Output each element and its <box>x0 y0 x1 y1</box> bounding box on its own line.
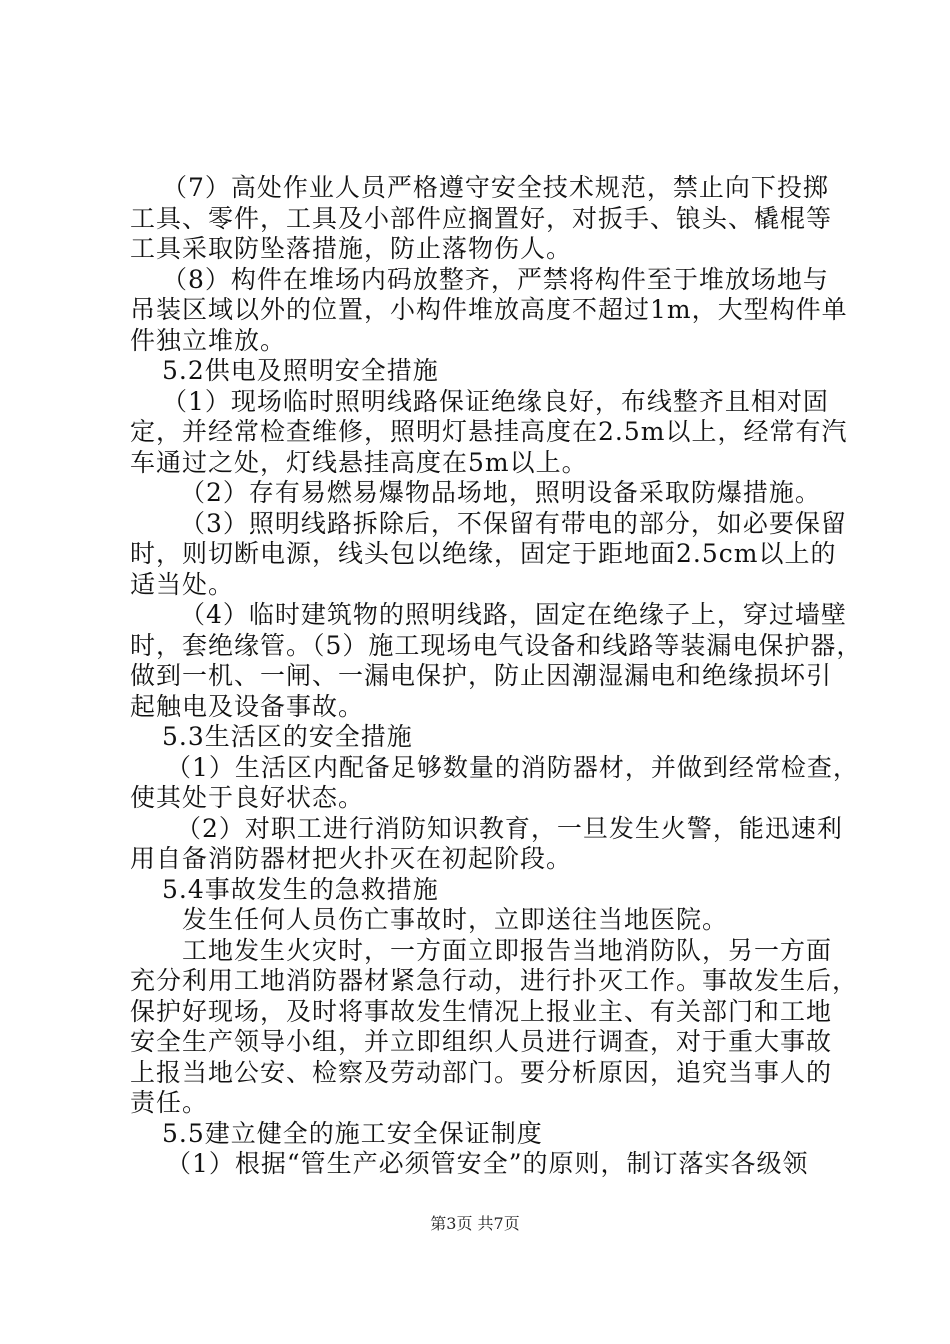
text-line: 车通过之处，灯线悬挂高度在5m以上。 <box>130 447 588 477</box>
text-line: 使其处于良好状态。 <box>130 783 365 812</box>
text-line: 工具、零件，工具及小部件应搁置好，对扳手、锒头、橇棍等 <box>130 203 833 233</box>
text-line: 用自备消防器材把火扑灭在初起阶段。 <box>130 844 573 873</box>
text-line: （4）临时建筑物的照明线路，固定在绝缘子上，穿过墙壁 <box>180 600 847 629</box>
text-line: （8）构件在堆场内码放整齐，严禁将构件至于堆放场地与 <box>162 264 829 294</box>
text-line: （2）对职工进行消防知识教育，一旦发生火警，能迅速利 <box>176 813 843 843</box>
text-line: 定，并经常检查维修，照明灯悬挂高度在2.5m以上，经常有汽 <box>130 417 848 446</box>
text-line: 时，套绝缘管。（5）施工现场电气设备和线路等装漏电保护器， <box>130 630 863 660</box>
text-line: 做到一机、一闸、一漏电保护，防止因潮湿漏电和绝缘损坏引 <box>130 661 833 690</box>
text-line: 适当处。 <box>130 569 235 599</box>
section-heading: 5.5建立健全的施工安全保证制度 <box>162 1118 543 1148</box>
text-line: （7）高处作业人员严格遵守安全技术规范，禁止向下投掷 <box>162 173 829 202</box>
text-line: 工地发生火灾时，一方面立即报告当地消防队，另一方面 <box>182 935 833 965</box>
text-line: 件独立堆放。 <box>130 325 287 355</box>
section-heading: 5.2供电及照明安全措施 <box>162 356 439 385</box>
section-heading: 5.3生活区的安全措施 <box>162 722 413 751</box>
section-heading: 5.4事故发生的急救措施 <box>162 874 439 904</box>
text-line: 时，则切断电源，线头包以绝缘，固定于距地面2.5cm以上的 <box>130 539 837 568</box>
text-line: 上报当地公安、检察及劳动部门。要分析原因，追究当事人的 <box>130 1057 833 1087</box>
text-line: 发生任何人员伤亡事故时，立即送往当地医院。 <box>182 905 729 934</box>
text-line: 起触电及设备事故。 <box>130 691 365 721</box>
text-line: 安全生产领导小组，并立即组织人员进行调查，对于重大事故 <box>130 1027 833 1056</box>
text-line: （1）生活区内配备足够数量的消防器材，并做到经常检查， <box>166 752 859 782</box>
document-body <box>130 173 863 1180</box>
text-line: 充分利用工地消防器材紧急行动，进行扑灭工作。事故发生后， <box>130 966 859 995</box>
text-line: 吊装区域以外的位置，小构件堆放高度不超过1m，大型构件单 <box>130 295 848 324</box>
text-line: 责任。 <box>130 1088 209 1117</box>
text-line: （1）根据“管生产必须管安全”的原则，制订落实各级领 <box>166 1149 809 1178</box>
text-line: （3）照明线路拆除后，不保留有带电的部分，如必要保留 <box>180 508 847 538</box>
page-number-footer: 第3页 共7页 <box>430 1214 520 1233</box>
text-line: 工具采取防坠落措施，防止落物伤人。 <box>130 234 573 263</box>
text-line: （1）现场临时照明线路保证绝缘良好，布线整齐且相对固 <box>162 386 829 416</box>
text-line: 保护好现场，及时将事故发生情况上报业主、有关部门和工地 <box>130 996 833 1026</box>
text-line: （2）存有易燃易爆物品场地，照明设备采取防爆措施。 <box>180 478 821 507</box>
